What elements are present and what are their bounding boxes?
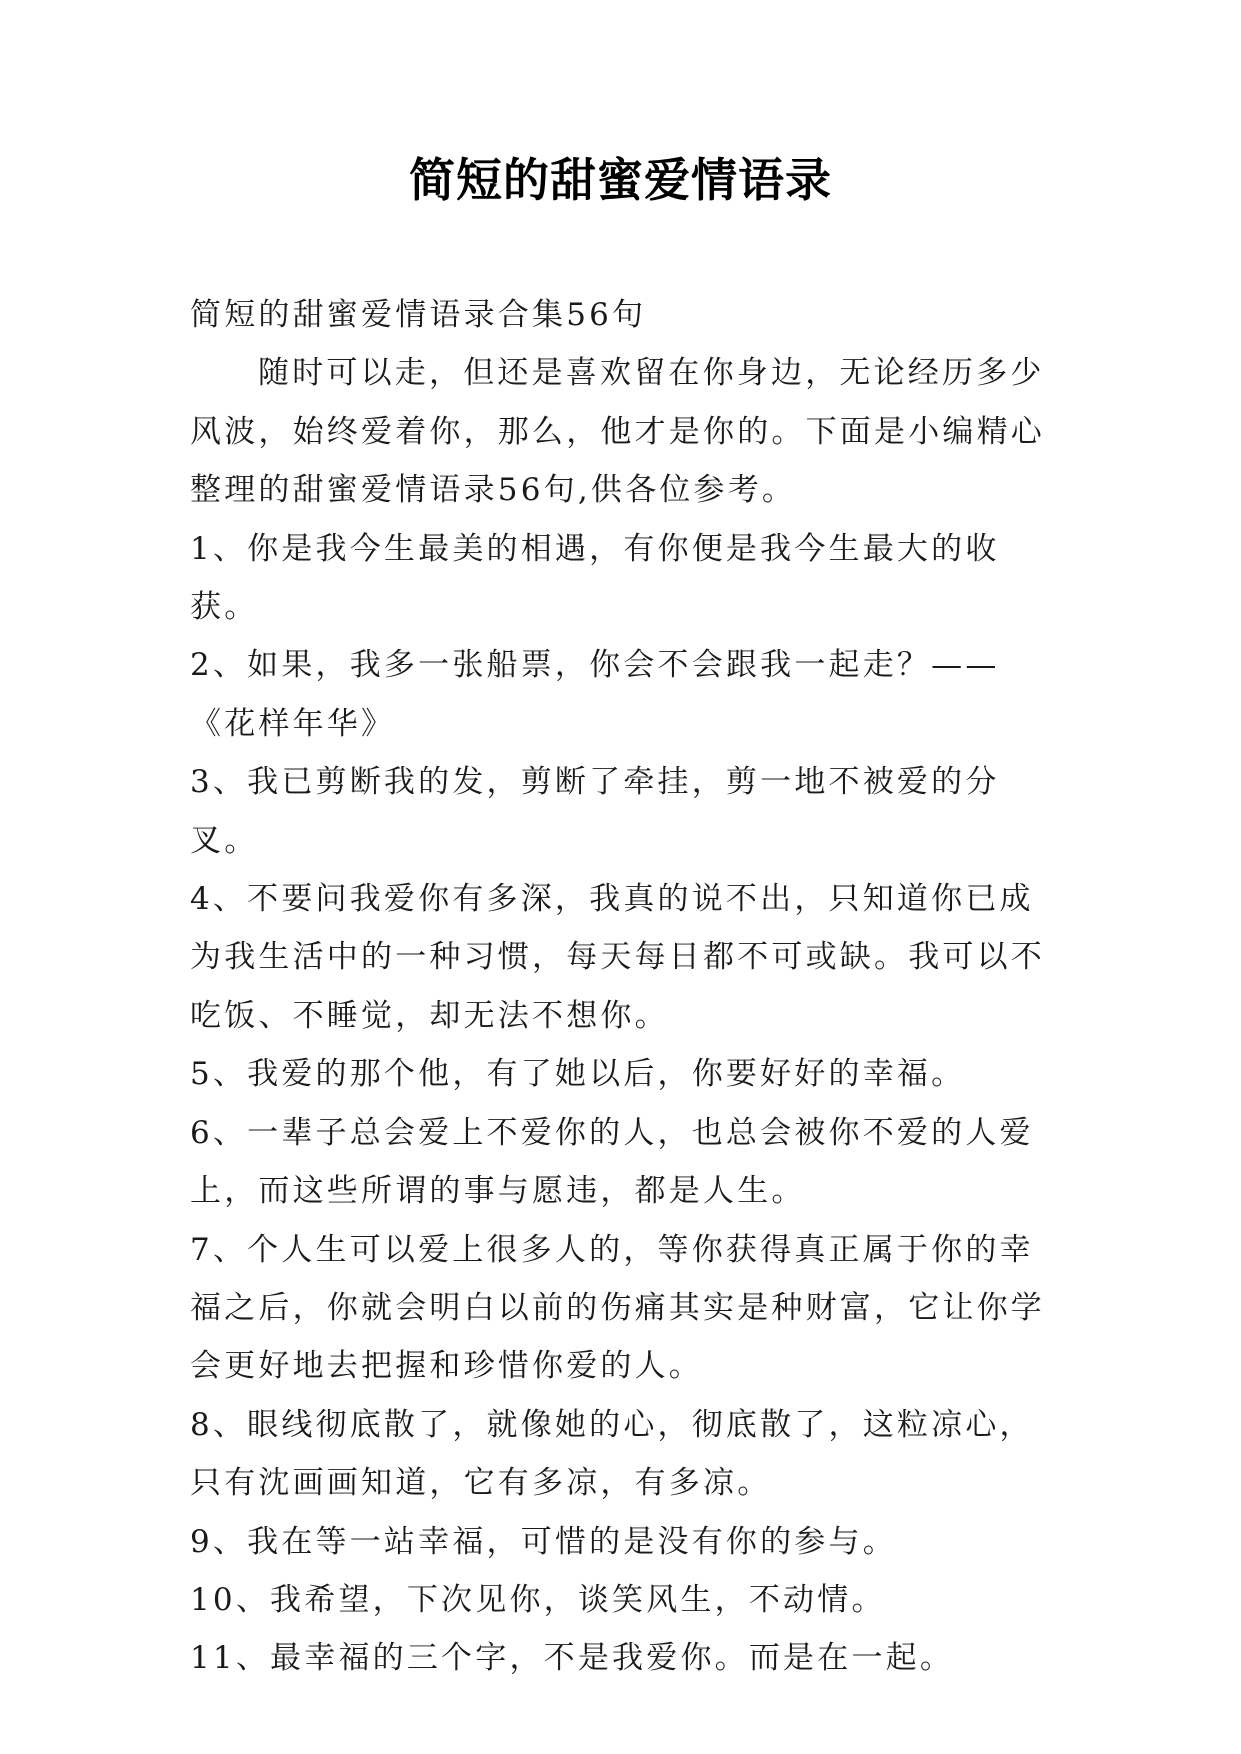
document-body — [190, 286, 1060, 1688]
quote-item-6: 6、一辈子总会爱上不爱你的人，也总会被你不爱的人爱上，而这些所谓的事与愿违，都是人生。 — [190, 1114, 1034, 1210]
quote-item-5: 5、我爱的那个他，有了她以后，你要好好的幸福。 — [190, 1056, 966, 1093]
quote-item-7: 7、个人生可以爱上很多人的，等你获得真正属于你的幸福之后，你就会明白以前的伤痛其实是种财富，它让你学会更好地去把握和珍惜你爱的人。 — [190, 1231, 1045, 1385]
intro-paragraph: 随时可以走，但还是喜欢留在你身边，无论经历多少风波，始终爱着你，那么，他才是你的。下面是小编精心整理的甜蜜爱情语录56句,供各位参考。 — [190, 355, 1045, 509]
quote-item-10: 10、我希望，下次见你，谈笑风生，不动情。 — [190, 1581, 886, 1618]
quote-item-3: 3、我已剪断我的发，剪断了牵挂，剪一地不被爱的分叉。 — [190, 764, 1000, 859]
quote-item-1: 1、你是我今生最美的相遇，有你便是我今生最大的收获。 — [190, 530, 1000, 626]
quote-item-9: 9、我在等一站幸福，可惜的是没有你的参与。 — [190, 1523, 897, 1560]
quote-item-11: 11、最幸福的三个字，不是我爱你。而是在一起。 — [190, 1640, 955, 1677]
quote-item-2: 2、如果，我多一张船票，你会不会跟我一起走？——《花样年华》 — [190, 647, 1000, 742]
quote-item-8: 8、眼线彻底散了，就像她的心，彻底散了，这粒凉心，只有沈画画知道，它有多凉，有多凉。 — [190, 1406, 1034, 1502]
document-subtitle: 简短的甜蜜爱情语录合集56句 — [190, 297, 647, 333]
document-title: 简短的甜蜜爱情语录 — [409, 153, 832, 207]
quote-item-4: 4、不要问我爱你有多深，我真的说不出，只知道你已成为我生活中的一种习惯，每天每日都不可或缺。我可以不吃饭、不睡觉，却无法不想你。 — [190, 881, 1045, 1034]
